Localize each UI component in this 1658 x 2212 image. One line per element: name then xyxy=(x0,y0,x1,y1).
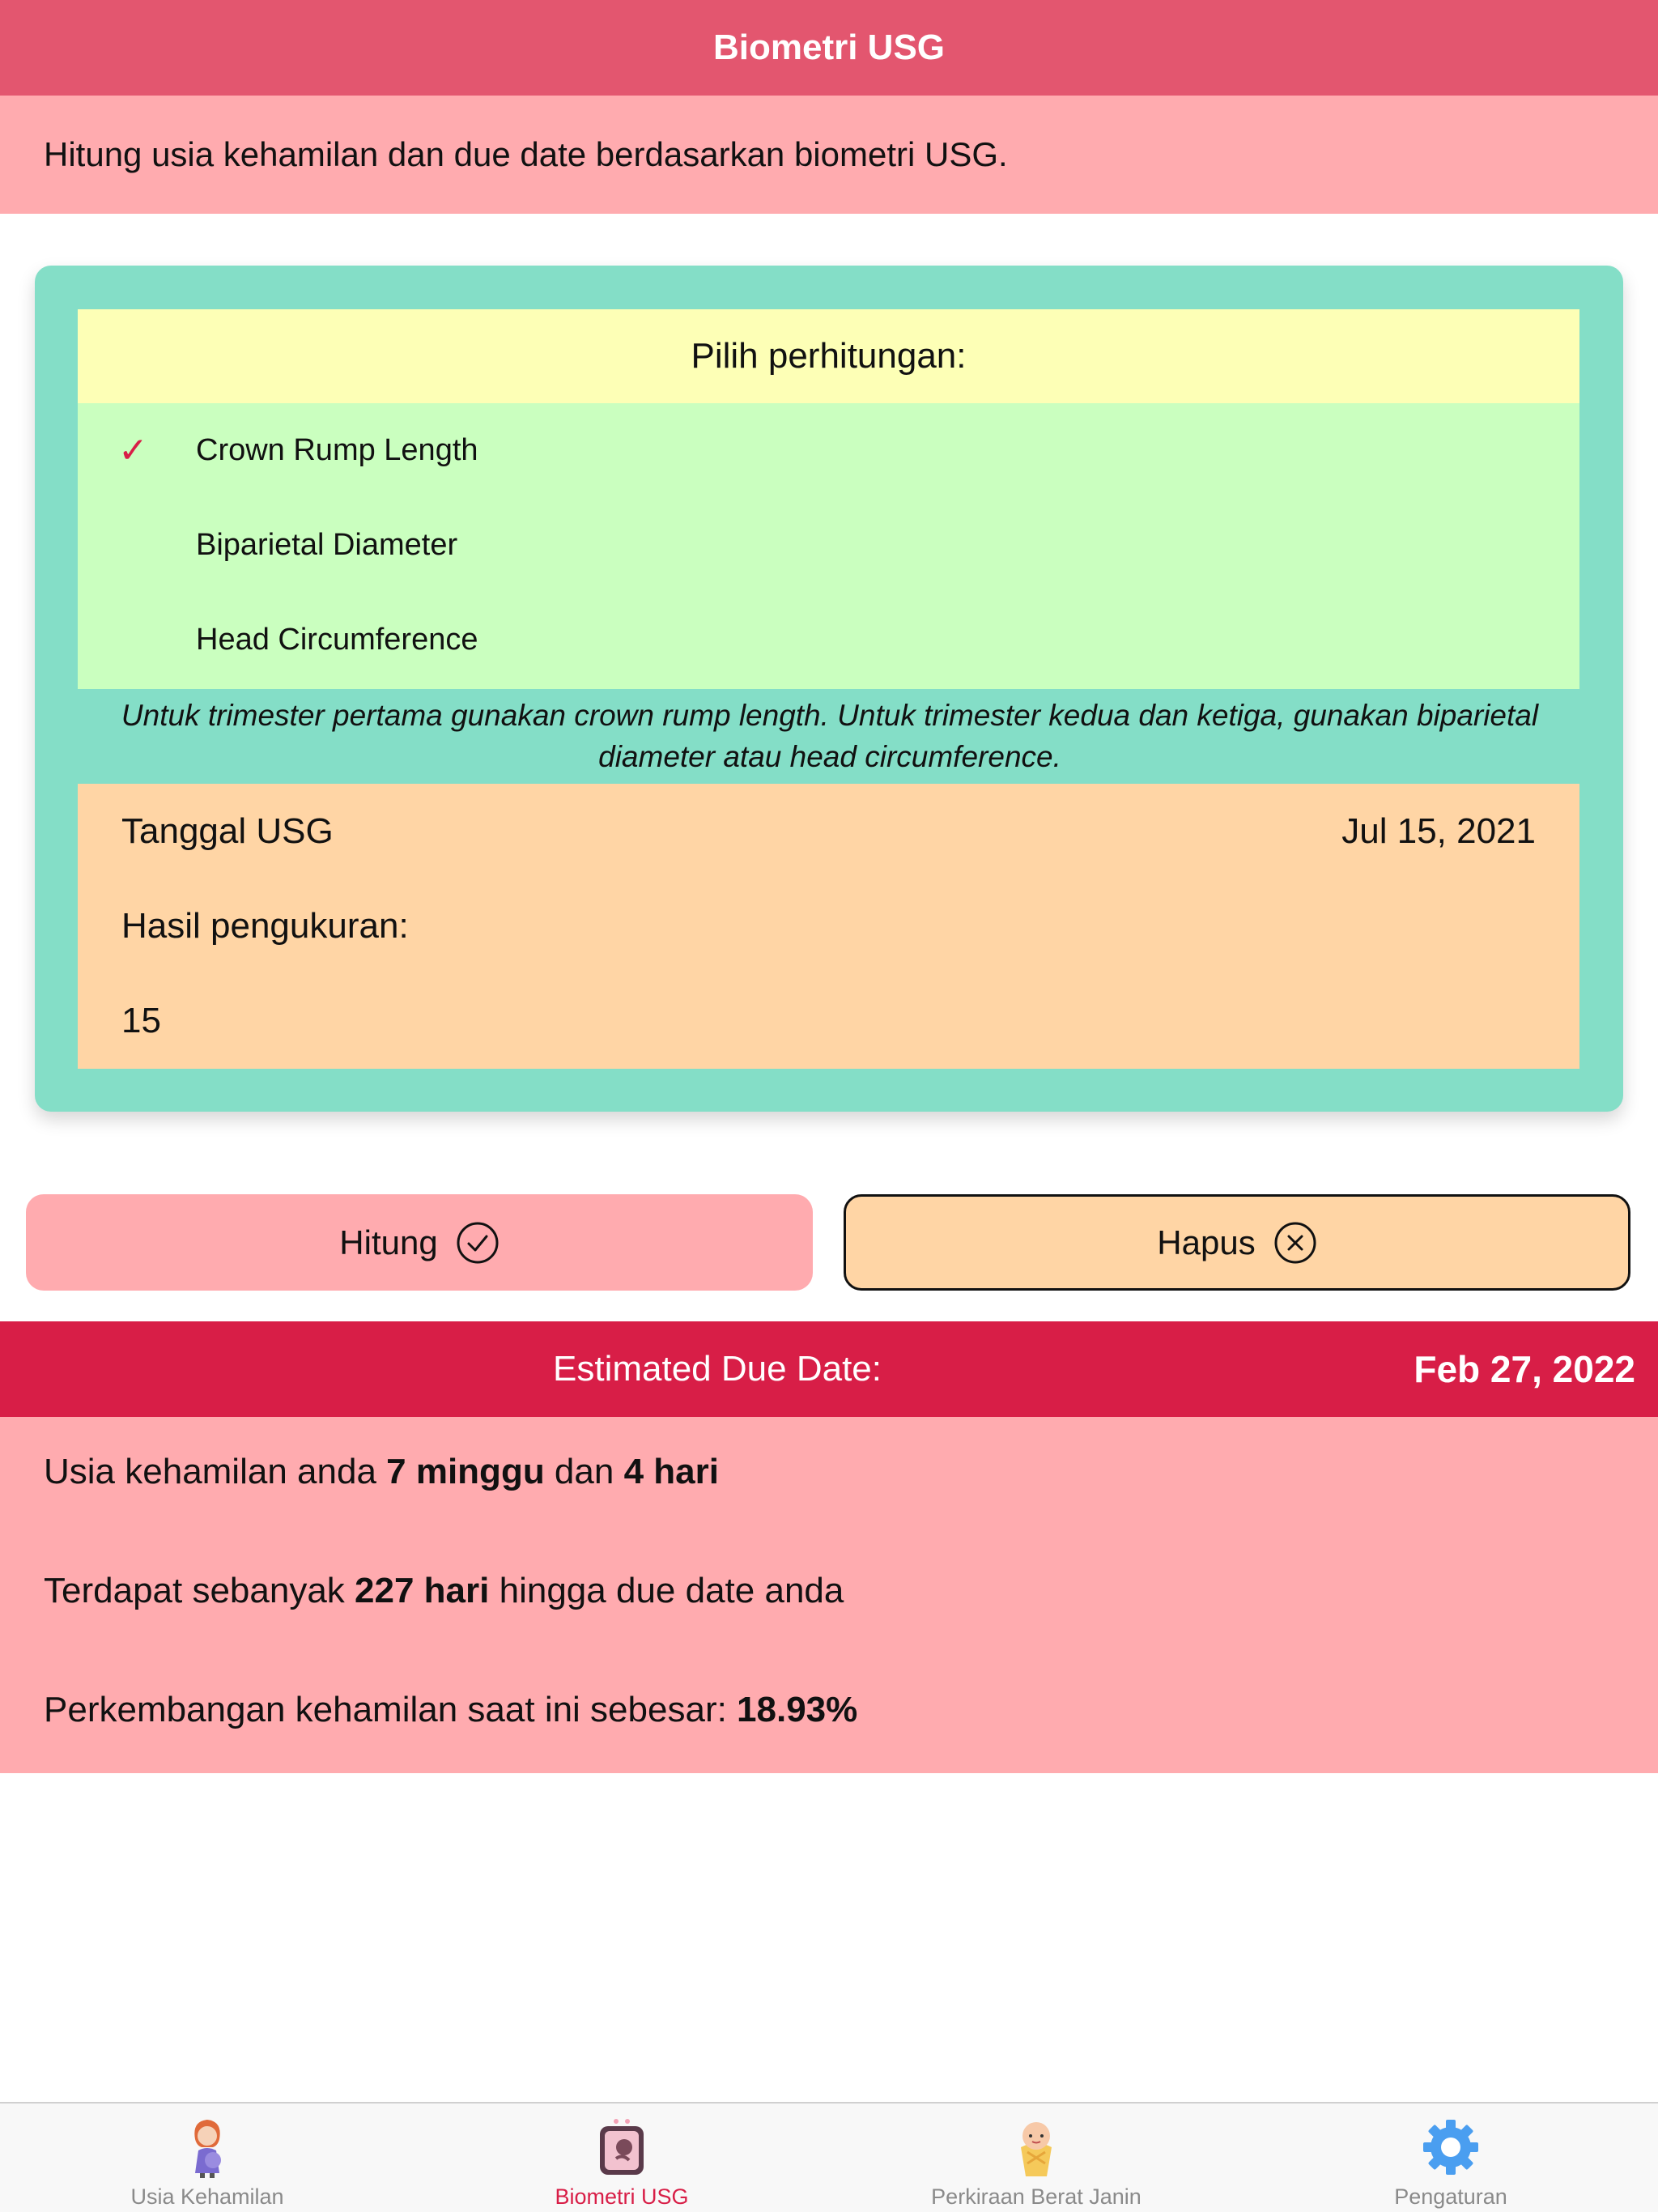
tab-label: Pengaturan xyxy=(1394,2184,1507,2209)
page-title: Biometri USG xyxy=(712,28,946,67)
tab-pengaturan[interactable] xyxy=(1244,2104,1658,2212)
description-banner xyxy=(0,96,1658,214)
usg-date-label: Tanggal USG xyxy=(121,810,334,851)
tab-usia-kehamilan[interactable] xyxy=(0,2104,414,2212)
gestational-age-text xyxy=(44,1452,719,1492)
tab-biometri-usg[interactable] xyxy=(414,2104,829,2212)
days-remaining-text xyxy=(44,1571,844,1611)
checkmark-circle-icon xyxy=(456,1221,500,1265)
checkmark-icon: ✓ xyxy=(118,431,148,470)
calculate-button-label: Hitung xyxy=(339,1223,438,1261)
gear-icon xyxy=(1421,2115,1481,2180)
due-date-bar xyxy=(0,1321,1658,1417)
usg-date-row[interactable] xyxy=(78,784,1579,878)
picker-option-label: Head Circumference xyxy=(196,623,478,657)
xmark-circle-icon xyxy=(1273,1221,1317,1265)
tab-label: Biometri USG xyxy=(555,2184,689,2209)
measurement-input-row xyxy=(78,973,1579,1068)
tab-bar xyxy=(0,2102,1658,2212)
calculation-picker xyxy=(78,403,1579,689)
gestational-age-joiner: dan xyxy=(544,1452,624,1491)
tab-label: Perkiraan Berat Janin xyxy=(931,2184,1141,2209)
due-date-label: Estimated Due Date: xyxy=(553,1349,882,1389)
calculate-button[interactable] xyxy=(26,1194,813,1291)
picker-option-head-circumference[interactable] xyxy=(78,593,1579,687)
progress-text xyxy=(44,1690,857,1730)
usg-date-value[interactable]: Jul 15, 2021 xyxy=(1341,810,1536,851)
picker-header xyxy=(78,309,1579,403)
navigation-bar xyxy=(0,0,1658,96)
baby-icon xyxy=(1006,2115,1066,2180)
measurement-label: Hasil pengukuran: xyxy=(121,905,409,946)
measurement-input[interactable] xyxy=(121,1001,1498,1041)
measurement-label-row xyxy=(78,878,1579,973)
picker-option-label: Crown Rump Length xyxy=(196,433,478,467)
days-remaining-value: 227 hari xyxy=(355,1571,490,1610)
days-remaining-suffix: hingga due date anda xyxy=(489,1571,844,1610)
description-text: Hitung usia kehamilan dan due date berdasarkan biometri USG. xyxy=(44,135,1008,173)
due-date-value: Feb 27, 2022 xyxy=(1414,1348,1635,1390)
gestational-age-prefix: Usia kehamilan anda xyxy=(44,1452,387,1491)
picker-hint xyxy=(113,691,1546,781)
clear-button[interactable] xyxy=(844,1194,1630,1291)
progress-value: 18.93% xyxy=(737,1690,858,1729)
picker-hint-text: Untuk trimester pertama gunakan crown rump length. Untuk trimester kedua dan ketiga, gunakan biparietal diameter atau head circumference. xyxy=(121,699,1539,773)
gestational-age-days: 4 hari xyxy=(623,1452,719,1491)
results-panel xyxy=(0,1417,1658,1773)
ultrasound-icon xyxy=(592,2115,652,2180)
days-remaining-prefix: Terdapat sebanyak xyxy=(44,1571,355,1610)
picker-header-label: Pilih perhitungan: xyxy=(691,336,967,376)
gestational-age-weeks: 7 minggu xyxy=(386,1452,545,1491)
clear-button-label: Hapus xyxy=(1157,1223,1256,1261)
measurement-form xyxy=(78,784,1579,1069)
picker-option-crown-rump-length[interactable] xyxy=(78,403,1579,498)
tab-label: Usia Kehamilan xyxy=(130,2184,284,2209)
picker-option-label: Biparietal Diameter xyxy=(196,528,458,562)
pregnant-woman-icon xyxy=(177,2115,237,2180)
tab-perkiraan-berat-janin[interactable] xyxy=(829,2104,1244,2212)
picker-option-biparietal-diameter[interactable] xyxy=(78,498,1579,593)
progress-prefix: Perkembangan kehamilan saat ini sebesar: xyxy=(44,1690,738,1729)
